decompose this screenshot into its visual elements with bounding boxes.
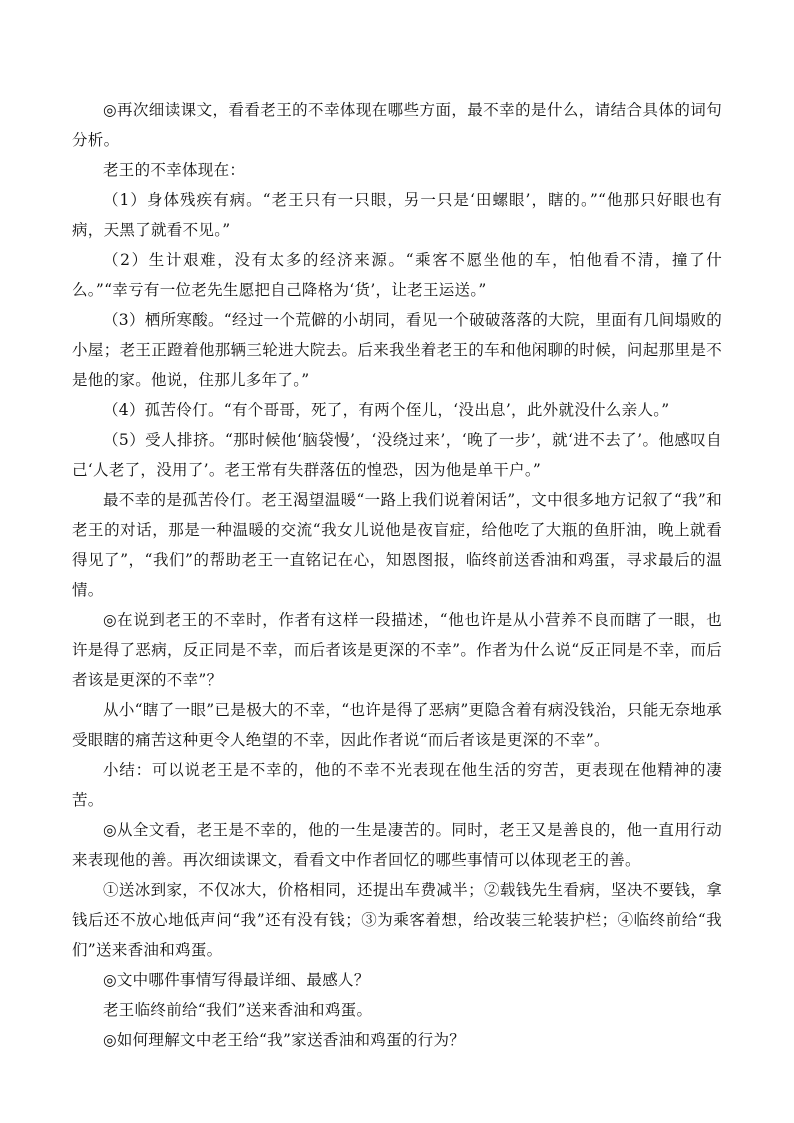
question-paragraph: ◎从全文看，老王是不幸的，他的一生是凄苦的。同时，老王又是善良的，他一直用行动来表现他的善。再次细读课文，看看文中作者回忆的哪些事情可以体现老王的善。 <box>72 821 722 869</box>
summary-paragraph: 小结：可以说老王是不幸的，他的不幸不光表现在他生活的穷苦，更表现在他精神的凄苦。 <box>72 761 722 809</box>
question-paragraph: ◎再次细读课文，看看老王的不幸体现在哪些方面，最不幸的是什么，请结合具体的词句分析。 <box>72 101 722 149</box>
question-paragraph: ◎如何理解文中老王给“我”家送香油和鸡蛋的行为？ <box>103 1031 466 1049</box>
answer-item: （4）孤苦伶仃。“有个哥哥，死了，有两个侄儿，‘没出息’，此外就没什么亲人。” <box>103 401 670 419</box>
answer-paragraph: 从小“瞎了一眼”已是极大的不幸，“也许是得了恶病”更隐含着有病没钱治，只能无奈地承受眼瞎的痛苦这种更令人绝望的不幸，因此作者说“而后者该是更深的不幸”。 <box>72 701 722 749</box>
answer-item: （1）身体残疾有病。“老王只有一只眼，另一只是‘田螺眼’，瞎的。”“他那只好眼也有病，天黑了就看不见。” <box>72 191 722 239</box>
answer-item: （3）栖所寒酸。“经过一个荒僻的小胡同，看见一个破破落落的大院，里面有几间塌败的小屋；老王正蹬着他那辆三轮进大院去。后来我坐着老王的车和他闲聊的时候，问起那里是不是他的家。他说，住那儿多年了。” <box>72 311 722 389</box>
answer-item: （2）生计艰难，没有太多的经济来源。“乘客不愿坐他的车，怕他看不清，撞了什么。”“幸亏有一位老先生愿把自己降格为‘货’，让老王运送。” <box>72 251 722 299</box>
question-paragraph: ◎在说到老王的不幸时，作者有这样一段描述，“他也许是从小营养不良而瞎了一眼，也许是得了恶病，反正同是不幸，而后者该是更深的不幸”。作者为什么说“反正同是不幸，而后者该是更深的不幸”？ <box>72 611 722 689</box>
answer-heading: 老王的不幸体现在： <box>103 161 246 179</box>
answer-paragraph: ①送冰到家，不仅冰大，价格相同，还提出车费减半；②载钱先生看病，坚决不要钱，拿钱后还不放心地低声问“我”还有没有钱；③为乘客着想，给改装三轮装护栏；④临终前给“我们”送来香油和鸡蛋。 <box>72 881 722 959</box>
question-paragraph: ◎文中哪件事情写得最详细、最感人？ <box>103 971 370 989</box>
answer-item: （5）受人排挤。“那时候他‘脑袋慢’，‘没绕过来’，‘晚了一步’，就‘进不去了’。他感叹自己‘人老了，没用了’。老王常有失群落伍的惶恐，因为他是单干户。” <box>72 431 722 479</box>
answer-paragraph: 最不幸的是孤苦伶仃。老王渴望温暖“一路上我们说着闲话”，文中很多地方记叙了“我”和老王的对话，那是一种温暖的交流“我女儿说他是夜盲症，给他吃了大瓶的鱼肝油，晚上就看得见了”，“我们”的帮助老王一直铭记在心，知恩图报，临终前送香油和鸡蛋，寻求最后的温情。 <box>72 491 722 599</box>
answer-paragraph: 老王临终前给“我们”送来香油和鸡蛋。 <box>103 1001 373 1019</box>
